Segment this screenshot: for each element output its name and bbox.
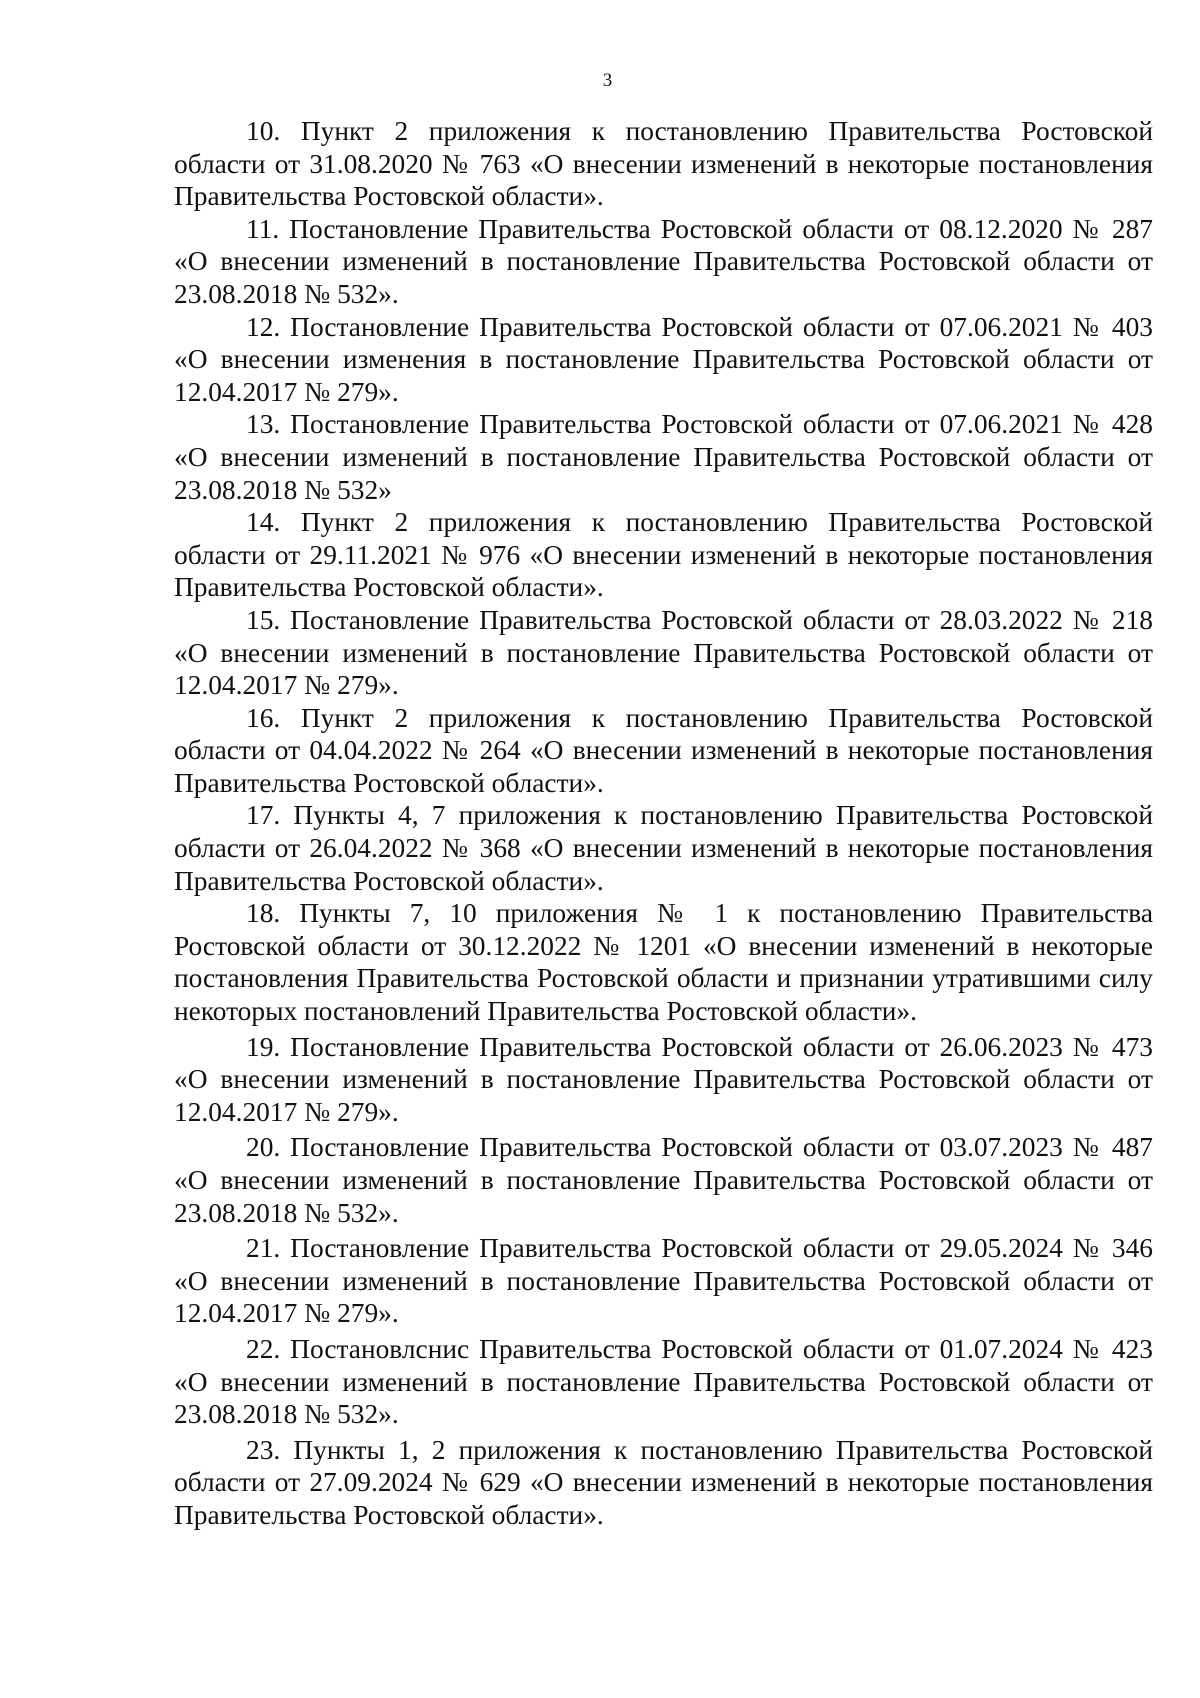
list-item-13: 13. Постановление Правительства Ростовской области от 07.06.2021 № 428 «О внесении изменений в постановление Правительства Ростовской области от 23.08.2018 № 532» xyxy=(174,409,1153,505)
document-body xyxy=(174,115,1153,1532)
list-item-14: 14. Пункт 2 приложения к постановлению Правительства Ростовской области от 29.11.2021 № 976 «О внесении изменений в некоторые постановления Правительства Ростовской области». xyxy=(174,507,1153,603)
list-item-15: 15. Постановление Правительства Ростовской области от 28.03.2022 № 218 «О внесении изменений в постановление Правительства Ростовской области от 12.04.2017 № 279». xyxy=(174,604,1153,701)
list-item-17: 17. Пункты 4, 7 приложения к постановлению Правительства Ростовской области от 26.04.2022 № 368 «О внесении изменений в некоторые постановления Правительства Ростовской области». xyxy=(174,800,1153,896)
list-item-10: 10. Пункт 2 приложения к постановлению Правительства Ростовской области от 31.08.2020 № 763 «О внесении изменений в некоторые постановления Правительства Ростовской области». xyxy=(174,116,1153,212)
list-item-23: 23. Пункты 1, 2 приложения к постановлению Правительства Ростовской области от 27.09.2024 № 629 «О внесении изменений в некоторые постановления Правительства Ростовской области». xyxy=(174,1434,1153,1530)
list-item-20: 20. Постановление Правительства Ростовской области от 03.07.2023 № 487 «О внесении изменений в постановление Правительства Ростовской области от 23.08.2018 № 532». xyxy=(174,1132,1153,1228)
list-item-22: 22. Постановлснис Правительства Ростовской области от 01.07.2024 № 423 «О внесении изменений в постановление Правительства Ростовской области от 23.08.2018 № 532». xyxy=(174,1333,1153,1430)
page-number: 3 xyxy=(602,70,613,91)
list-item-11: 11. Постановление Правительства Ростовской области от 08.12.2020 № 287 «О внесении изменений в постановление Правительства Ростовской области от 23.08.2018 № 532». xyxy=(174,213,1153,309)
list-item-16: 16. Пункт 2 приложения к постановлению Правительства Ростовской области от 04.04.2022 № 264 «О внесении изменений в некоторые постановления Правительства Ростовской области». xyxy=(174,702,1153,798)
list-item-19: 19. Постановление Правительства Ростовской области от 26.06.2023 № 473 «О внесении изменений в постановление Правительства Ростовской области от 12.04.2017 № 279». xyxy=(174,1031,1153,1127)
list-item-12: 12. Постановление Правительства Ростовской области от 07.06.2021 № 403 «О внесении изменения в постановление Правительства Ростовской области от 12.04.2017 № 279». xyxy=(174,311,1153,407)
list-item-21: 21. Постановление Правительства Ростовской области от 29.05.2024 № 346 «О внесении изменений в постановление Правительства Ростовской области от 12.04.2017 № 279». xyxy=(174,1233,1153,1329)
list-item-18: 18. Пункты 7, 10 приложения № 1 к постановлению Правительства Ростовской области от 30.12.2022 № 1201 «О внесении изменений в некоторые постановления Правительства Ростовской области и признании утратившими силу некоторых постановлений Правительства Ростовской области». xyxy=(174,898,1153,1027)
